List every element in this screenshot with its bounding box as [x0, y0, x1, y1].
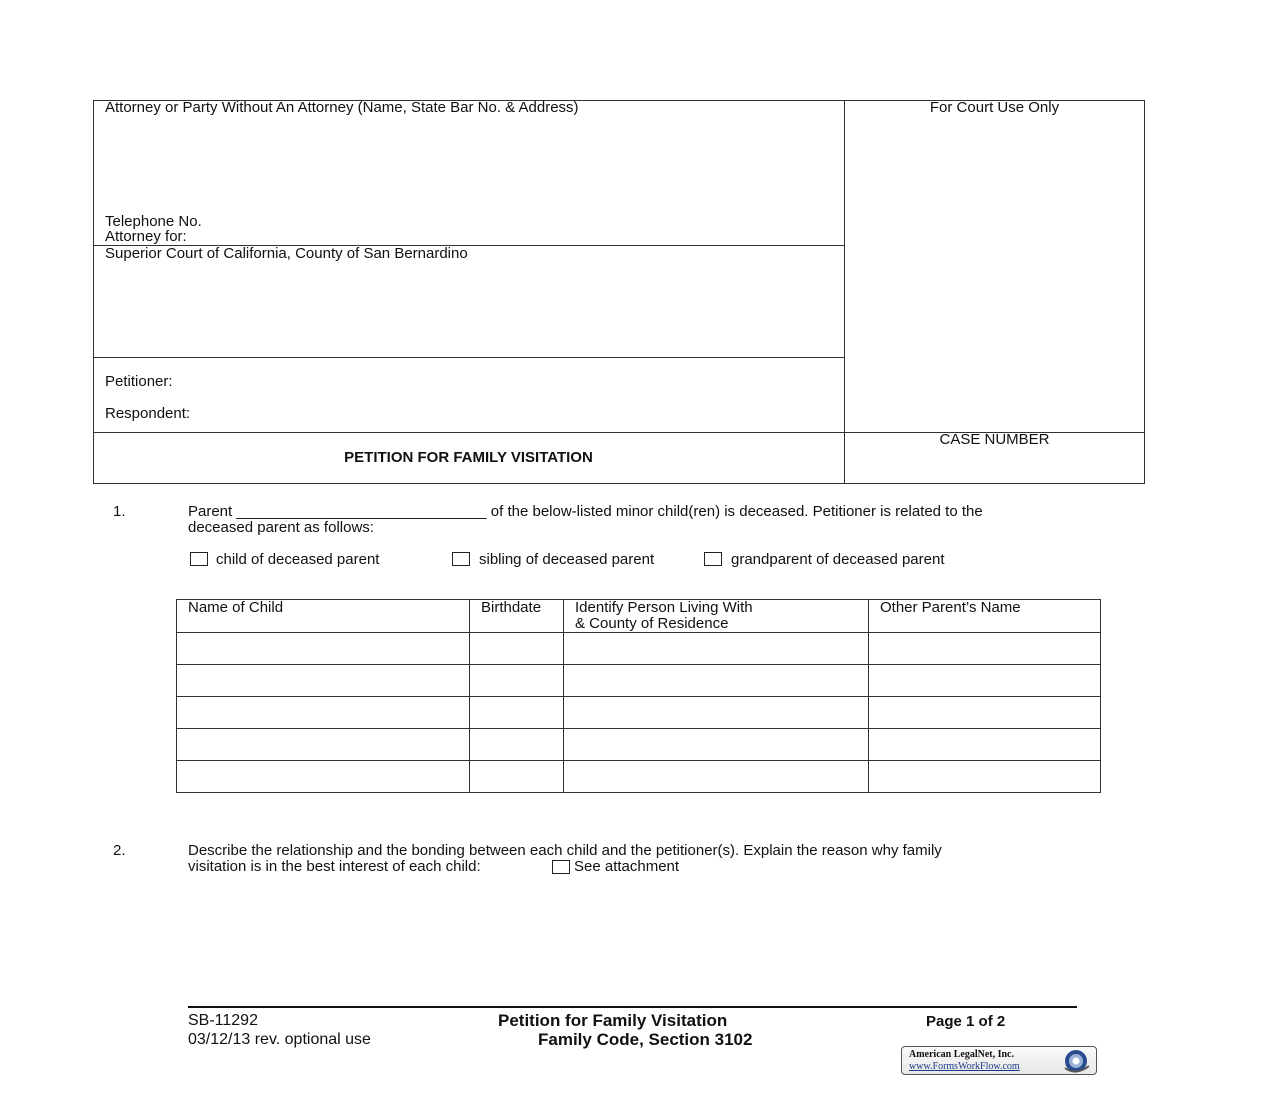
- person-living-with-cell[interactable]: [564, 729, 869, 761]
- table-row: [177, 665, 1101, 697]
- children-table: [176, 599, 1101, 793]
- sibling-of-deceased-label: sibling of deceased parent: [479, 551, 655, 568]
- table-row: [177, 729, 1101, 761]
- header-name-of-child: Name of Child: [177, 600, 470, 633]
- american-legalnet-logo: [901, 1046, 1097, 1075]
- footer-code-section: Family Code, Section 3102: [538, 1030, 753, 1049]
- table-row: [177, 633, 1101, 665]
- child-of-deceased-checkbox[interactable]: [190, 552, 208, 566]
- attorney-label: Attorney or Party Without An Attorney (Name, State Bar No. & Address): [105, 99, 579, 116]
- table-header-row: [177, 600, 1101, 633]
- item1-text-line2: deceased parent as follows:: [188, 519, 374, 536]
- other-parent-cell[interactable]: [869, 633, 1101, 665]
- footer-title: Petition for Family Visitation: [498, 1011, 728, 1030]
- logo-emblem-icon: [1060, 1048, 1094, 1074]
- case-number-label: CASE NUMBER: [939, 431, 1050, 448]
- birthdate-cell[interactable]: [470, 697, 564, 729]
- header-person-living-with-line1: Identify Person Living With: [575, 599, 753, 616]
- other-parent-cell[interactable]: [869, 665, 1101, 697]
- other-parent-cell[interactable]: [869, 761, 1101, 793]
- name-of-child-cell[interactable]: [177, 761, 470, 793]
- court-use-label: For Court Use Only: [929, 99, 1060, 116]
- table-row: [177, 697, 1101, 729]
- grandparent-of-deceased-checkbox[interactable]: [704, 552, 722, 566]
- footer-revision: 03/12/13 rev. optional use: [188, 1031, 371, 1048]
- item1-text-line1: Parent ______________________________ of the below-listed minor child(ren) is deceased. Petitioner is related to the: [188, 503, 983, 520]
- header-birthdate: Birthdate: [470, 600, 564, 633]
- name-of-child-cell[interactable]: [177, 665, 470, 697]
- caption-box: [93, 100, 1145, 484]
- court-name: Superior Court of California, County of San Bernardino: [105, 245, 468, 262]
- child-of-deceased-label: child of deceased parent: [216, 551, 380, 568]
- name-of-child-cell[interactable]: [177, 697, 470, 729]
- person-living-with-cell[interactable]: [564, 761, 869, 793]
- see-attachment-checkbox[interactable]: [552, 860, 570, 874]
- logo-company: American LegalNet, Inc.: [909, 1049, 1014, 1060]
- table-row: [177, 761, 1101, 793]
- person-living-with-cell[interactable]: [564, 665, 869, 697]
- caption-divider-parties: [93, 357, 844, 358]
- header-person-living-with-line2: & County of Residence: [575, 615, 729, 632]
- petitioner-label: Petitioner:: [105, 373, 173, 390]
- birthdate-cell[interactable]: [470, 633, 564, 665]
- header-other-parent: Other Parent’s Name: [869, 600, 1101, 633]
- birthdate-cell[interactable]: [470, 665, 564, 697]
- attorney-for-label: Attorney for:: [105, 228, 187, 245]
- item1-number: 1.: [113, 503, 126, 520]
- other-parent-cell[interactable]: [869, 697, 1101, 729]
- header-person-living-with: [564, 600, 869, 633]
- respondent-label: Respondent:: [105, 405, 191, 422]
- item2-number: 2.: [113, 842, 126, 859]
- grandparent-of-deceased-label: grandparent of deceased parent: [731, 551, 945, 568]
- footer-form-code: SB-11292: [188, 1012, 258, 1029]
- telephone-label: Telephone No.: [105, 213, 202, 230]
- other-parent-cell[interactable]: [869, 729, 1101, 761]
- name-of-child-cell[interactable]: [177, 729, 470, 761]
- footer-rule: [188, 1006, 1077, 1008]
- birthdate-cell[interactable]: [470, 761, 564, 793]
- logo-url: www.FormsWorkFlow.com: [909, 1061, 1020, 1072]
- sibling-of-deceased-checkbox[interactable]: [452, 552, 470, 566]
- person-living-with-cell[interactable]: [564, 697, 869, 729]
- form-title: PETITION FOR FAMILY VISITATION: [344, 449, 593, 466]
- caption-divider-vertical: [844, 100, 845, 484]
- birthdate-cell[interactable]: [470, 729, 564, 761]
- name-of-child-cell[interactable]: [177, 633, 470, 665]
- person-living-with-cell[interactable]: [564, 633, 869, 665]
- item2-text-line1: Describe the relationship and the bonding between each child and the petitioner(s). Explain the reason why family: [188, 842, 942, 859]
- item2-text-line2: visitation is in the best interest of each child:: [188, 858, 481, 875]
- see-attachment-label: See attachment: [574, 858, 680, 875]
- footer-page: Page 1 of 2: [926, 1013, 1006, 1030]
